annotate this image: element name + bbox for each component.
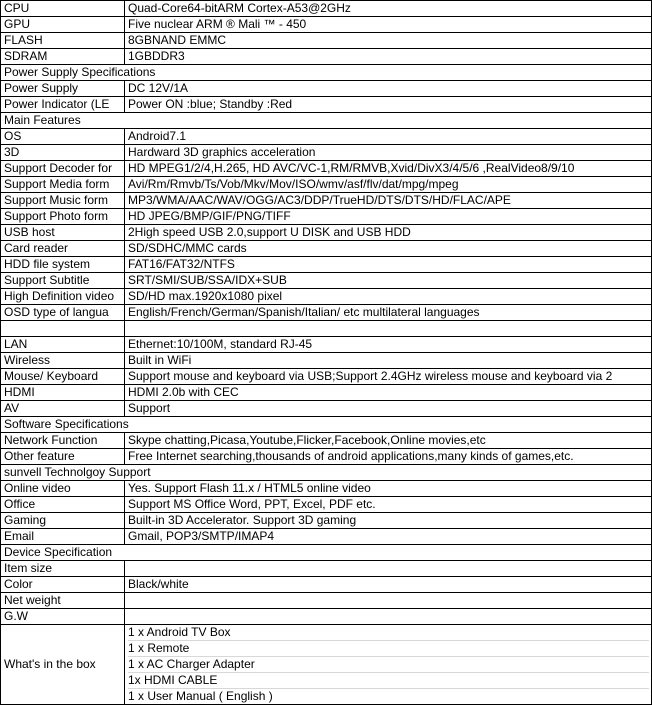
spec-value: Gmail, POP3/SMTP/IMAP4 bbox=[125, 529, 652, 545]
spec-label: Power Supply bbox=[1, 81, 125, 97]
spec-row bbox=[1, 193, 652, 209]
spec-value: English/French/German/Spanish/Italian/ etc multilateral languages bbox=[125, 305, 652, 321]
spec-row bbox=[1, 289, 652, 305]
spec-value bbox=[125, 609, 652, 625]
spec-label: Mouse/ Keyboard bbox=[1, 369, 125, 385]
spec-row bbox=[1, 561, 652, 577]
spec-label: GPU bbox=[1, 17, 125, 33]
spec-row bbox=[1, 161, 652, 177]
spec-row bbox=[1, 1, 652, 17]
spec-value: Avi/Rm/Rmvb/Ts/Vob/Mkv/Mov/ISO/wmv/asf/flv/dat/mpg/mpeg bbox=[125, 177, 652, 193]
section-title: Software Specifications bbox=[1, 417, 652, 433]
spec-value: Support mouse and keyboard via USB;Support 2.4GHz wireless mouse and keyboard via 2 bbox=[125, 369, 652, 385]
spec-value: 8GBNAND EMMC bbox=[125, 33, 652, 49]
spec-table-body bbox=[1, 1, 652, 705]
spec-value: Five nuclear ARM ® Mali ™ - 450 bbox=[125, 17, 652, 33]
spec-row bbox=[1, 33, 652, 49]
spec-label: OS bbox=[1, 129, 125, 145]
spec-row bbox=[1, 385, 652, 401]
spec-label: Other feature bbox=[1, 449, 125, 465]
spec-row bbox=[1, 593, 652, 609]
spec-value: 1GBDDR3 bbox=[125, 49, 652, 65]
spec-row bbox=[1, 497, 652, 513]
in-the-box-row bbox=[1, 625, 652, 705]
spec-value: SD/HD max.1920x1080 pixel bbox=[125, 289, 652, 305]
spec-row bbox=[1, 481, 652, 497]
spec-label: G.W bbox=[1, 609, 125, 625]
section-header-row bbox=[1, 113, 652, 129]
spec-label: High Definition video bbox=[1, 289, 125, 305]
spec-row bbox=[1, 305, 652, 321]
spec-label: Item size bbox=[1, 561, 125, 577]
spec-value: Skype chatting,Picasa,Youtube,Flicker,Facebook,Online movies,etc bbox=[125, 433, 652, 449]
spec-row bbox=[1, 353, 652, 369]
spec-value: Android7.1 bbox=[125, 129, 652, 145]
spec-value bbox=[125, 561, 652, 577]
spec-label: Office bbox=[1, 497, 125, 513]
section-header-row bbox=[1, 545, 652, 561]
spec-row bbox=[1, 49, 652, 65]
spec-row bbox=[1, 257, 652, 273]
spec-label: CPU bbox=[1, 1, 125, 17]
section-title: Device Specification bbox=[1, 545, 652, 561]
in-the-box-list-cell bbox=[125, 625, 652, 705]
spec-row bbox=[1, 369, 652, 385]
spec-row bbox=[1, 225, 652, 241]
spec-label: Color bbox=[1, 577, 125, 593]
spec-value: Built in WiFi bbox=[125, 353, 652, 369]
spec-value: HD JPEG/BMP/GIF/PNG/TIFF bbox=[125, 209, 652, 225]
spec-label: Wireless bbox=[1, 353, 125, 369]
spec-label: Support Media form bbox=[1, 177, 125, 193]
spec-row bbox=[1, 513, 652, 529]
spec-label: Email bbox=[1, 529, 125, 545]
spec-label: Support Photo form bbox=[1, 209, 125, 225]
spec-label: FLASH bbox=[1, 33, 125, 49]
in-the-box-item: 1 x Android TV Box bbox=[128, 625, 649, 641]
spec-value bbox=[125, 593, 652, 609]
spec-row bbox=[1, 609, 652, 625]
spec-label: AV bbox=[1, 401, 125, 417]
spec-value: SRT/SMI/SUB/SSA/IDX+SUB bbox=[125, 273, 652, 289]
spec-row bbox=[1, 401, 652, 417]
spec-value: Support bbox=[125, 401, 652, 417]
spec-row bbox=[1, 81, 652, 97]
spec-value: Ethernet:10/100M, standard RJ-45 bbox=[125, 337, 652, 353]
in-the-box-label: What's in the box bbox=[1, 625, 125, 705]
spec-label: Support Decoder for bbox=[1, 161, 125, 177]
spec-row bbox=[1, 449, 652, 465]
spec-value: FAT16/FAT32/NTFS bbox=[125, 257, 652, 273]
in-the-box-item: 1 x Remote bbox=[128, 641, 649, 657]
spec-label: Network Function bbox=[1, 433, 125, 449]
section-title: Main Features bbox=[1, 113, 652, 129]
spec-label: OSD type of langua bbox=[1, 305, 125, 321]
spec-value: Support MS Office Word, PPT, Excel, PDF etc. bbox=[125, 497, 652, 513]
spec-label bbox=[1, 321, 125, 337]
in-the-box-item: 1x HDMI CABLE bbox=[128, 673, 649, 689]
spec-row bbox=[1, 177, 652, 193]
spec-value: 2High speed USB 2.0,support U DISK and USB HDD bbox=[125, 225, 652, 241]
spec-row bbox=[1, 273, 652, 289]
spec-label: HDMI bbox=[1, 385, 125, 401]
spec-label: Support Subtitle bbox=[1, 273, 125, 289]
section-header-row bbox=[1, 465, 652, 481]
spec-value: Built-in 3D Accelerator. Support 3D gaming bbox=[125, 513, 652, 529]
section-header-row bbox=[1, 417, 652, 433]
spec-label: 3D bbox=[1, 145, 125, 161]
spec-value: SD/SDHC/MMC cards bbox=[125, 241, 652, 257]
spec-value: Hardward 3D graphics acceleration bbox=[125, 145, 652, 161]
spec-row bbox=[1, 241, 652, 257]
spec-row bbox=[1, 129, 652, 145]
spec-value: DC 12V/1A bbox=[125, 81, 652, 97]
spec-label: Power Indicator (LE bbox=[1, 97, 125, 113]
spec-label: LAN bbox=[1, 337, 125, 353]
spec-row bbox=[1, 337, 652, 353]
in-the-box-item: 1 x User Manual ( English ) bbox=[128, 689, 273, 703]
section-title: Power Supply Specifications bbox=[1, 65, 652, 81]
spec-row bbox=[1, 433, 652, 449]
spec-label: HDD file system bbox=[1, 257, 125, 273]
spec-row bbox=[1, 577, 652, 593]
in-the-box-item: 1 x AC Charger Adapter bbox=[128, 657, 649, 673]
section-title: sunvell Technolgoy Support bbox=[1, 465, 652, 481]
spec-row bbox=[1, 145, 652, 161]
spec-label: SDRAM bbox=[1, 49, 125, 65]
spec-row bbox=[1, 17, 652, 33]
spec-label: Gaming bbox=[1, 513, 125, 529]
spec-row bbox=[1, 529, 652, 545]
spec-row bbox=[1, 209, 652, 225]
spec-value: MP3/WMA/AAC/WAV/OGG/AC3/DDP/TrueHD/DTS/DTS/HD/FLAC/APE bbox=[125, 193, 652, 209]
spec-row bbox=[1, 97, 652, 113]
spec-value: Power ON :blue; Standby :Red bbox=[125, 97, 652, 113]
spec-label: Online video bbox=[1, 481, 125, 497]
spec-value bbox=[125, 321, 652, 337]
spec-label: Card reader bbox=[1, 241, 125, 257]
spec-value: Black/white bbox=[125, 577, 652, 593]
spec-label: Support Music form bbox=[1, 193, 125, 209]
spec-value: Quad-Core64-bitARM Cortex-A53@2GHz bbox=[125, 1, 652, 17]
spec-value: HD MPEG1/2/4,H.265, HD AVC/VC-1,RM/RMVB,Xvid/DivX3/4/5/6 ,RealVideo8/9/10 bbox=[125, 161, 652, 177]
spec-label: Net weight bbox=[1, 593, 125, 609]
section-header-row bbox=[1, 65, 652, 81]
spec-value: Yes. Support Flash 11.x / HTML5 online video bbox=[125, 481, 652, 497]
in-the-box-list bbox=[128, 625, 649, 704]
spec-value: HDMI 2.0b with CEC bbox=[125, 385, 652, 401]
spec-label: USB host bbox=[1, 225, 125, 241]
spec-row bbox=[1, 321, 652, 337]
spec-value: Free Internet searching,thousands of android applications,many kinds of games,etc. bbox=[125, 449, 652, 465]
